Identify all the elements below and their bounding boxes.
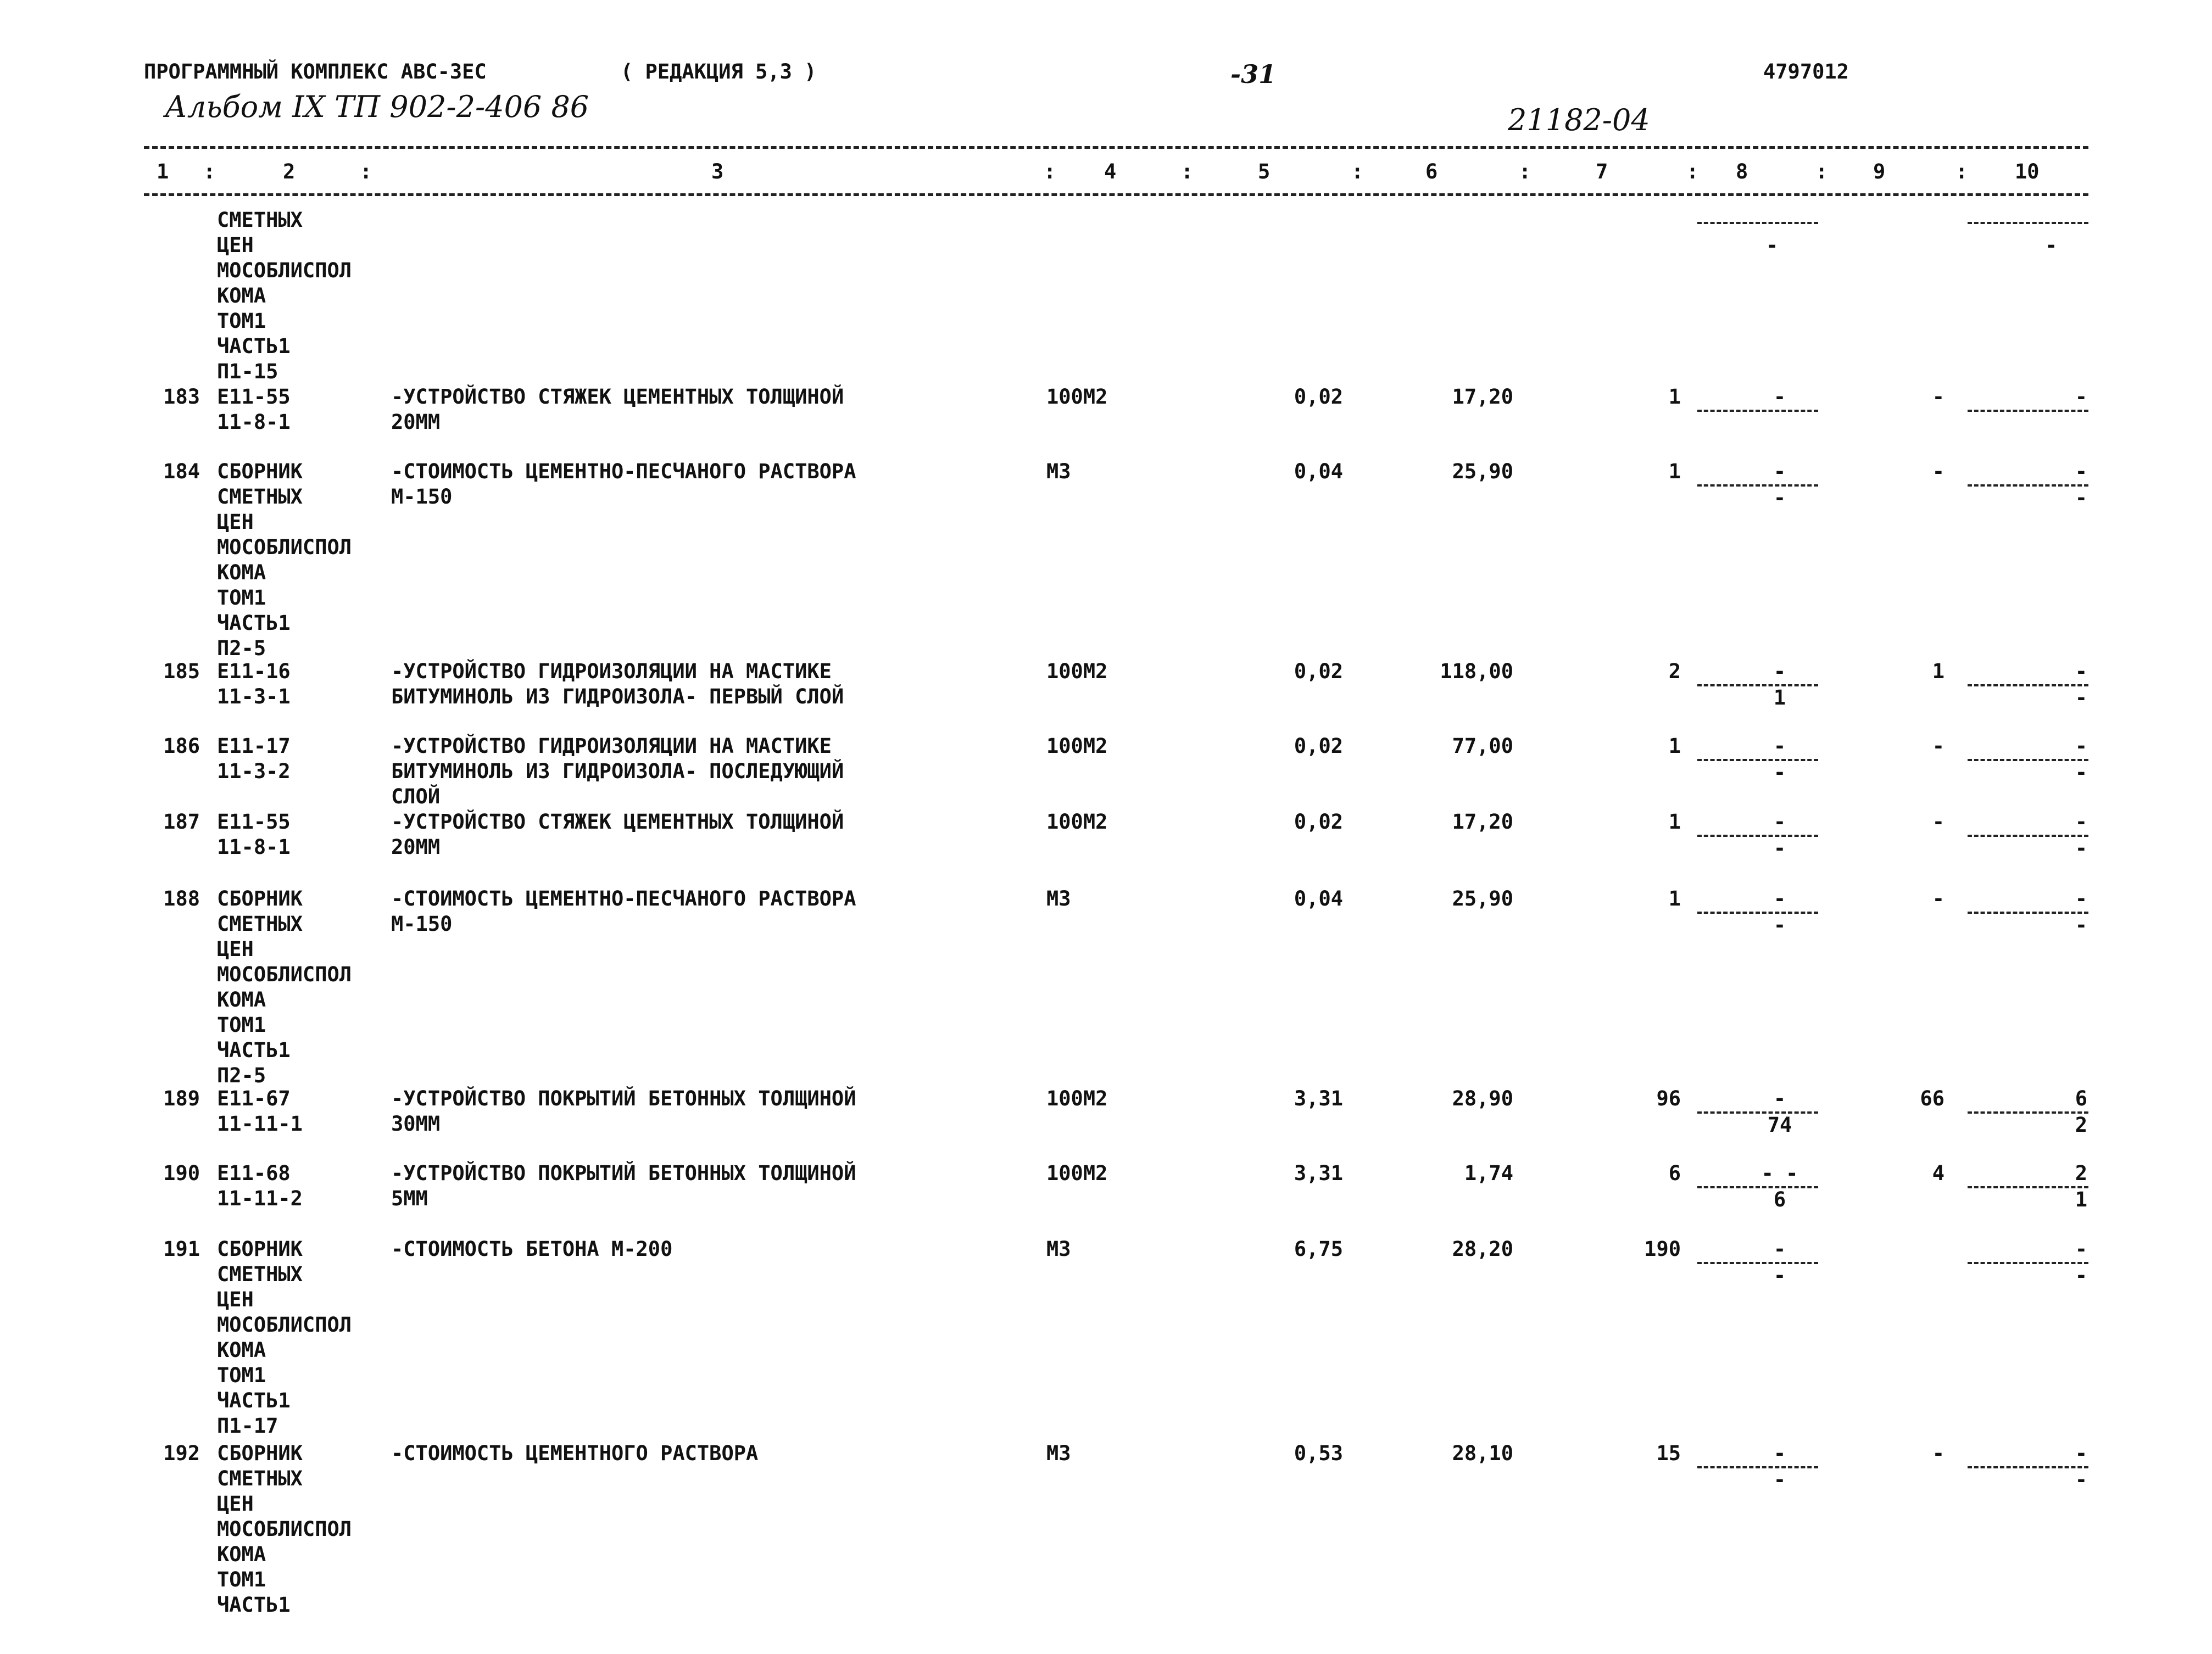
row-unit-price: 28,90 [1452, 1087, 1513, 1110]
row-description: -УСТРОЙСТВО ГИДРОИЗОЛЯЦИИ НА МАСТИКЕ БИТУМИНОЛЬ ИЗ ГИДРОИЗОЛА- ПЕРВЫЙ СЛОЙ [391, 660, 844, 708]
row-number: 191 [163, 1237, 200, 1261]
col-sep: : [203, 160, 216, 183]
row-unit: М3 [1046, 1441, 1071, 1465]
col-sep: : [1181, 160, 1194, 183]
row-description: -СТОИМОСТЬ ЦЕМЕНТНО-ПЕСЧАНОГО РАСТВОРА М-150 [391, 887, 856, 936]
continuation-code: СМЕТНЫХ ЦЕН МОСОБЛИСПОЛ КОМА ТОМ1 ЧАСТЬ1 П1-15 [217, 208, 352, 383]
row-quantity: 6,75 [1294, 1237, 1343, 1261]
cell-c10-top: 2 [2075, 1161, 2087, 1185]
col-header-4: 4 [1104, 160, 1117, 183]
row-unit: 100М2 [1046, 660, 1108, 683]
cell-c10-top: - [2075, 734, 2087, 758]
row-number: 186 [163, 734, 200, 758]
row-unit-price: 1,74 [1464, 1161, 1513, 1185]
row-description: -УСТРОЙСТВО СТЯЖЕК ЦЕМЕНТНЫХ ТОЛЩИНОЙ 20ММ [391, 810, 844, 859]
cell-c10-bottom: - [2075, 486, 2087, 510]
col-header-5: 5 [1258, 160, 1271, 183]
row-col9: - [1932, 734, 1944, 758]
row-unit-price: 28,20 [1452, 1237, 1513, 1261]
cell-c8-bottom: 74 [1767, 1113, 1792, 1137]
cell-c10-top: - [2075, 460, 2087, 483]
cell-c8-bottom: - [1773, 761, 1786, 784]
row-unit-price: 17,20 [1452, 385, 1513, 409]
cell-c8-top: - [1773, 385, 1786, 409]
row-unit: 100М2 [1046, 810, 1108, 834]
cell-c8-top: - [1773, 460, 1786, 483]
col-sep: : [1686, 160, 1699, 183]
row-number: 188 [163, 887, 200, 910]
col-header-3: 3 [711, 160, 724, 183]
row-quantity: 3,31 [1294, 1087, 1343, 1110]
row-total: 1 [1668, 887, 1681, 910]
cell-c10-bottom: - [2075, 836, 2087, 860]
cell-c10-bottom: - [2075, 1468, 2087, 1491]
row-unit-price: 25,90 [1452, 460, 1513, 483]
row-unit-price: 118,00 [1440, 660, 1513, 683]
row-number: 187 [163, 810, 200, 834]
cell-c8-bottom: - [1766, 233, 1779, 257]
cell-c10-top: - [2075, 887, 2087, 910]
row-col9: 1 [1932, 660, 1944, 683]
col-sep: : [1815, 160, 1828, 183]
row-code: Е11-55 11-8-1 [217, 385, 291, 434]
fraction-line [1697, 410, 1818, 412]
row-col9: - [1932, 1441, 1944, 1465]
cell-c8-bottom: - [1773, 836, 1786, 860]
row-col9: 4 [1932, 1161, 1944, 1185]
album-handwritten-note: Альбом IX ТП 902-2-406 86 [165, 90, 589, 124]
row-code: Е11-55 11-8-1 [217, 810, 291, 859]
row-quantity: 0,02 [1294, 734, 1343, 758]
row-unit: 100М2 [1046, 385, 1108, 409]
row-description: -УСТРОЙСТВО ПОКРЫТИЙ БЕТОННЫХ ТОЛЩИНОЙ 5ММ [391, 1161, 856, 1210]
cell-c10-top: - [2075, 385, 2087, 409]
fraction-line [1697, 222, 1818, 224]
row-code: Е11-67 11-11-1 [217, 1087, 303, 1136]
row-total: 1 [1668, 734, 1681, 758]
row-total: 190 [1644, 1237, 1681, 1261]
row-code: Е11-17 11-3-2 [217, 734, 291, 783]
row-number: 185 [163, 660, 200, 683]
row-unit-price: 17,20 [1452, 810, 1513, 834]
cell-c8-top: - [1773, 1441, 1786, 1465]
cell-c8-top: - [1773, 1237, 1786, 1261]
row-description: -СТОИМОСТЬ ЦЕМЕНТНОГО РАСТВОРА [391, 1441, 759, 1465]
cell-c8-bottom: 6 [1773, 1188, 1786, 1211]
cell-c10-top: 6 [2075, 1087, 2087, 1110]
cell-c8-top: - [1773, 887, 1786, 910]
cell-c10-bottom: 1 [2075, 1188, 2087, 1211]
row-code: СБОРНИК СМЕТНЫХ ЦЕН МОСОБЛИСПОЛ КОМА ТОМ1 ЧАСТЬ1 П2-5 [217, 460, 352, 660]
col-header-6: 6 [1425, 160, 1438, 183]
col-header-2: 2 [283, 160, 296, 183]
row-code: СБОРНИК СМЕТНЫХ ЦЕН МОСОБЛИСПОЛ КОМА ТОМ1 ЧАСТЬ1 [217, 1441, 352, 1617]
row-col9: 66 [1920, 1087, 1944, 1110]
cell-c10-bottom: - [2075, 1264, 2087, 1287]
col-header-8: 8 [1736, 160, 1748, 183]
fraction-line [1968, 222, 2088, 224]
row-unit: 100М2 [1046, 1087, 1108, 1110]
col-header-9: 9 [1873, 160, 1886, 183]
row-col9: - [1932, 385, 1944, 409]
col-header-1: 1 [157, 160, 169, 183]
col-header-7: 7 [1596, 160, 1608, 183]
document-number: 4797012 [1763, 60, 1849, 83]
row-number: 190 [163, 1161, 200, 1185]
row-col9: - [1932, 810, 1944, 834]
cell-c10-bottom: 2 [2075, 1113, 2087, 1137]
row-total: 2 [1668, 660, 1681, 683]
header-rule-bottom [144, 193, 2088, 196]
col-sep: : [360, 160, 372, 183]
cell-c10-bottom: - [2075, 686, 2087, 709]
row-quantity: 0,53 [1294, 1441, 1343, 1465]
cell-c10-top: - [2075, 810, 2087, 834]
row-code: Е11-68 11-11-2 [217, 1161, 303, 1210]
edition-label: ( РЕДАКЦИЯ 5,3 ) [621, 60, 817, 83]
col-sep: : [1519, 160, 1531, 183]
row-number: 183 [163, 385, 200, 409]
row-code: Е11-16 11-3-1 [217, 660, 291, 708]
cell-c10-top: - [2075, 1441, 2087, 1465]
row-description: -УСТРОЙСТВО ГИДРОИЗОЛЯЦИИ НА МАСТИКЕ БИТУМИНОЛЬ ИЗ ГИДРОИЗОЛА- ПОСЛЕДУЮЩИЙ СЛОЙ [391, 734, 844, 808]
cell-c8-bottom: - [1773, 1264, 1786, 1287]
row-number: 184 [163, 460, 200, 483]
row-total: 1 [1668, 810, 1681, 834]
cell-c8-bottom: - [1773, 1468, 1786, 1491]
row-col9: - [1932, 887, 1944, 910]
row-quantity: 3,31 [1294, 1161, 1343, 1185]
page-number: -31 [1230, 59, 1277, 89]
cell-c8-top: - [1773, 810, 1786, 834]
cell-c8-bottom: 1 [1773, 686, 1786, 709]
cell-c10-bottom: - [2045, 233, 2058, 257]
cell-c10-top: - [2075, 1237, 2087, 1261]
row-code: СБОРНИК СМЕТНЫХ ЦЕН МОСОБЛИСПОЛ КОМА ТОМ1 ЧАСТЬ1 П1-17 [217, 1237, 352, 1438]
row-description: -УСТРОЙСТВО ПОКРЫТИЙ БЕТОННЫХ ТОЛЩИНОЙ 30ММ [391, 1087, 856, 1136]
project-code-handwritten: 21182-04 [1508, 103, 1650, 137]
cell-c8-top: - [1773, 660, 1786, 683]
row-total: 96 [1656, 1087, 1681, 1110]
row-unit: М3 [1046, 460, 1071, 483]
cell-c8-bottom: - [1773, 486, 1786, 510]
col-header-10: 10 [2015, 160, 2040, 183]
cell-c8-top: - [1773, 1087, 1786, 1110]
row-total: 15 [1656, 1441, 1681, 1465]
row-total: 1 [1668, 385, 1681, 409]
cell-c8-top: - [1773, 734, 1786, 758]
header-rule-top [144, 146, 2088, 149]
row-unit-price: 28,10 [1452, 1441, 1513, 1465]
fraction-line [1968, 410, 2088, 412]
cell-c8-top: - - [1761, 1161, 1798, 1185]
row-unit: М3 [1046, 1237, 1071, 1261]
row-number: 189 [163, 1087, 200, 1110]
cell-c10-bottom: - [2075, 761, 2087, 784]
col-sep: : [1351, 160, 1364, 183]
row-total: 1 [1668, 460, 1681, 483]
program-title: ПРОГРАММНЫЙ КОМПЛЕКС АВС-3ЕС [144, 60, 487, 83]
row-quantity: 0,02 [1294, 385, 1343, 409]
row-quantity: 0,04 [1294, 887, 1343, 910]
row-quantity: 0,02 [1294, 810, 1343, 834]
cell-c10-bottom: - [2075, 913, 2087, 937]
row-description: -УСТРОЙСТВО СТЯЖЕК ЦЕМЕНТНЫХ ТОЛЩИНОЙ 20ММ [391, 385, 844, 434]
row-unit: 100М2 [1046, 734, 1108, 758]
row-quantity: 0,04 [1294, 460, 1343, 483]
row-unit-price: 25,90 [1452, 887, 1513, 910]
row-col9: - [1932, 460, 1944, 483]
row-description: -СТОИМОСТЬ ЦЕМЕНТНО-ПЕСЧАНОГО РАСТВОРА М-150 [391, 460, 856, 509]
col-sep: : [1044, 160, 1056, 183]
row-total: 6 [1668, 1161, 1681, 1185]
cell-c8-bottom: - [1773, 913, 1786, 937]
col-sep: : [1955, 160, 1968, 183]
row-description: -СТОИМОСТЬ БЕТОНА М-200 [391, 1237, 673, 1261]
cell-c10-top: - [2075, 660, 2087, 683]
row-code: СБОРНИК СМЕТНЫХ ЦЕН МОСОБЛИСПОЛ КОМА ТОМ1 ЧАСТЬ1 П2-5 [217, 887, 352, 1087]
row-unit-price: 77,00 [1452, 734, 1513, 758]
row-unit: М3 [1046, 887, 1071, 910]
row-number: 192 [163, 1441, 200, 1465]
row-unit: 100М2 [1046, 1161, 1108, 1185]
row-quantity: 0,02 [1294, 660, 1343, 683]
